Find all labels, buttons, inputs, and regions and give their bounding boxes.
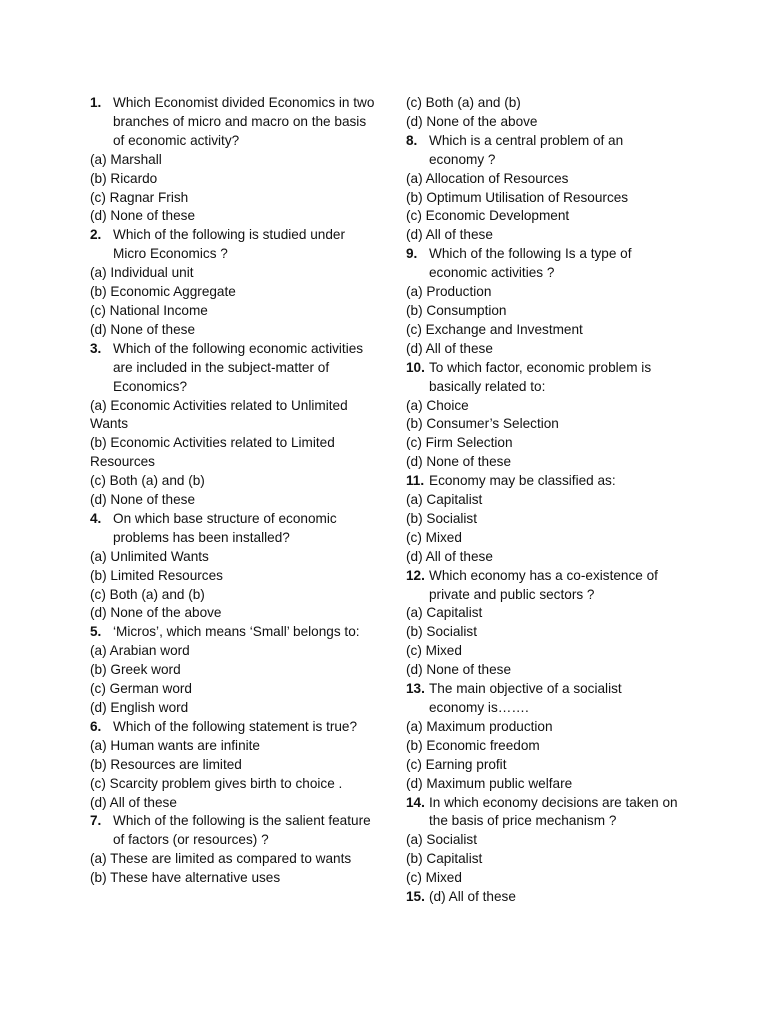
question-text: ‘Micros’, which means ‘Small’ belongs to: xyxy=(113,624,360,640)
question-number: 11. xyxy=(406,473,425,489)
answer-option: (b) Economic Activities related to Limited Resources xyxy=(90,435,335,470)
answer-option: (d) English word xyxy=(90,700,189,715)
answer-option: (c) Scarcity problem gives birth to choice . xyxy=(90,775,343,791)
question-number: 5. xyxy=(90,624,102,640)
answer-option: (a) Allocation of Resources xyxy=(406,170,569,186)
answer-option: (d) All of these xyxy=(406,340,493,356)
question-block xyxy=(90,510,380,623)
question-number: 6. xyxy=(90,718,102,734)
question-text: Which of the following is the salient feature of factors (or resources) ? xyxy=(113,813,371,848)
question-row xyxy=(90,226,380,264)
answer-option: (a) Capitalist xyxy=(406,605,483,621)
answer-option: (a) Unlimited Wants xyxy=(90,548,209,564)
answer-option: (c) Firm Selection xyxy=(406,435,513,451)
answer-option: (b) Socialist xyxy=(406,624,478,640)
answer-option: (b) Economic freedom xyxy=(406,737,540,753)
question-row xyxy=(90,812,380,850)
question-number: 1. xyxy=(90,95,102,110)
question-row xyxy=(406,680,678,718)
answer-option: (d) None of these xyxy=(90,321,196,337)
answer-option: (a) Economic Activities related to Unlimited Wants xyxy=(90,397,348,432)
question-row xyxy=(90,718,380,737)
answer-option: (a) Arabian word xyxy=(90,643,190,659)
answer-option: (a) Human wants are infinite xyxy=(90,737,260,753)
answer-option: (d) None of the above xyxy=(90,605,222,621)
question-block xyxy=(90,623,380,718)
answer-option: (b) Capitalist xyxy=(406,851,483,867)
answer-option: (d) None of these xyxy=(90,492,196,508)
answer-option: (b) Greek word xyxy=(90,662,181,678)
answer-option: (a) Individual unit xyxy=(90,265,194,281)
answer-option: (c) Exchange and Investment xyxy=(406,321,583,337)
answer-option: (d) None of the above xyxy=(406,113,538,129)
question-text: Which of the following economic activities are included in the subject-matter of Economics? xyxy=(113,340,364,394)
answer-option: (b) Consumption xyxy=(406,302,507,318)
answer-option: (c) Mixed xyxy=(406,643,462,659)
answer-option: (d) All of these xyxy=(406,548,493,564)
answer-option: (b) Economic Aggregate xyxy=(90,284,236,300)
question-text: Which economy has a co-existence of private and public sectors ? xyxy=(429,567,658,602)
answer-option: (b) These have alternative uses xyxy=(90,870,281,886)
question-number: 7. xyxy=(90,813,102,829)
answer-option: (b) Optimum Utilisation of Resources xyxy=(406,189,629,205)
question-number: 3. xyxy=(90,340,102,356)
question-number: 9. xyxy=(406,246,418,262)
question-row xyxy=(406,794,678,832)
answer-option: (d) All of these xyxy=(406,227,493,243)
answer-option: (a) Socialist xyxy=(406,832,478,848)
question-row xyxy=(406,567,678,605)
question-block xyxy=(406,888,678,907)
answer-option: (c) Both (a) and (b) xyxy=(406,95,521,110)
question-row xyxy=(90,623,380,642)
answer-option: (a) Capitalist xyxy=(406,492,483,508)
question-block xyxy=(406,794,678,889)
answer-option: (c) Ragnar Frish xyxy=(90,189,189,205)
answer-option: (a) These are limited as compared to wants xyxy=(90,851,352,867)
answer-option: (d) None of these xyxy=(406,454,512,470)
answer-option: (b) Resources are limited xyxy=(90,756,242,772)
question-block xyxy=(406,359,678,472)
question-block xyxy=(406,680,678,793)
answer-option: (c) German word xyxy=(90,681,192,697)
answer-option: (a) Production xyxy=(406,284,492,300)
answer-option: (d) All of these xyxy=(90,794,177,810)
question-row xyxy=(90,94,380,151)
answer-option: (b) Consumer’s Selection xyxy=(406,416,559,432)
question-block xyxy=(406,567,678,680)
question-row xyxy=(406,245,678,283)
question-text: Which is a central problem of an economy ? xyxy=(429,132,624,167)
question-number: 2. xyxy=(90,227,102,243)
answer-option: (b) Limited Resources xyxy=(90,567,223,583)
answer-option: (c) Economic Development xyxy=(406,208,570,224)
question-row xyxy=(90,340,380,397)
left-column xyxy=(90,94,380,888)
question-number: 15. xyxy=(406,889,425,905)
question-text: Which of the following is studied under Micro Economics ? xyxy=(113,227,345,262)
question-text: Which of the following Is a type of economic activities ? xyxy=(429,246,632,281)
question-block xyxy=(90,94,380,226)
answer-option: (c) National Income xyxy=(90,302,208,318)
question-number: 4. xyxy=(90,510,102,526)
answer-option: (c) Earning profit xyxy=(406,756,507,772)
answer-option: (c) Both (a) and (b) xyxy=(90,473,205,489)
question-block xyxy=(90,226,380,339)
question-block xyxy=(90,718,380,813)
answer-option: (a) Maximum production xyxy=(406,718,553,734)
question-number: 8. xyxy=(406,132,418,148)
question-text: (d) All of these xyxy=(429,889,516,905)
answer-option: (d) None of these xyxy=(90,208,196,224)
answer-option: (b) Ricardo xyxy=(90,170,158,186)
question-text: Which of the following statement is true? xyxy=(113,718,358,734)
question-row xyxy=(406,359,678,397)
answer-option: (d) None of these xyxy=(406,662,512,678)
question-block xyxy=(406,245,678,358)
question-number: 14. xyxy=(406,794,425,810)
question-text: In which economy decisions are taken on the basis of price mechanism ? xyxy=(429,794,678,829)
question-number: 10. xyxy=(406,359,425,375)
answer-option: (b) Socialist xyxy=(406,510,478,526)
question-block xyxy=(406,472,678,567)
question-text: Economy may be classified as: xyxy=(429,473,616,489)
answer-option: (c) Both (a) and (b) xyxy=(90,586,205,602)
question-block xyxy=(90,812,380,888)
question-text: The main objective of a socialist economy is……. xyxy=(429,681,622,715)
answer-option: (c) Mixed xyxy=(406,529,462,545)
question-number: 13. xyxy=(406,681,425,697)
question-text: Which Economist divided Economics in two branches of micro and macro on the basis of economic activity? xyxy=(113,95,375,148)
question-number: 12. xyxy=(406,567,425,583)
right-column xyxy=(406,94,678,907)
answer-option: (a) Choice xyxy=(406,397,469,413)
question-block xyxy=(406,132,678,245)
question-row xyxy=(90,510,380,548)
question-text: To which factor, economic problem is basically related to: xyxy=(429,359,652,394)
question-row xyxy=(406,888,678,907)
answer-option: (a) Marshall xyxy=(90,151,162,167)
question-row xyxy=(406,132,678,170)
answer-option: (d) Maximum public welfare xyxy=(406,775,573,791)
question-block xyxy=(90,340,380,510)
question-row xyxy=(406,472,678,491)
question-text: On which base structure of economic problems has been installed? xyxy=(113,510,337,545)
answer-option: (c) Mixed xyxy=(406,870,462,886)
